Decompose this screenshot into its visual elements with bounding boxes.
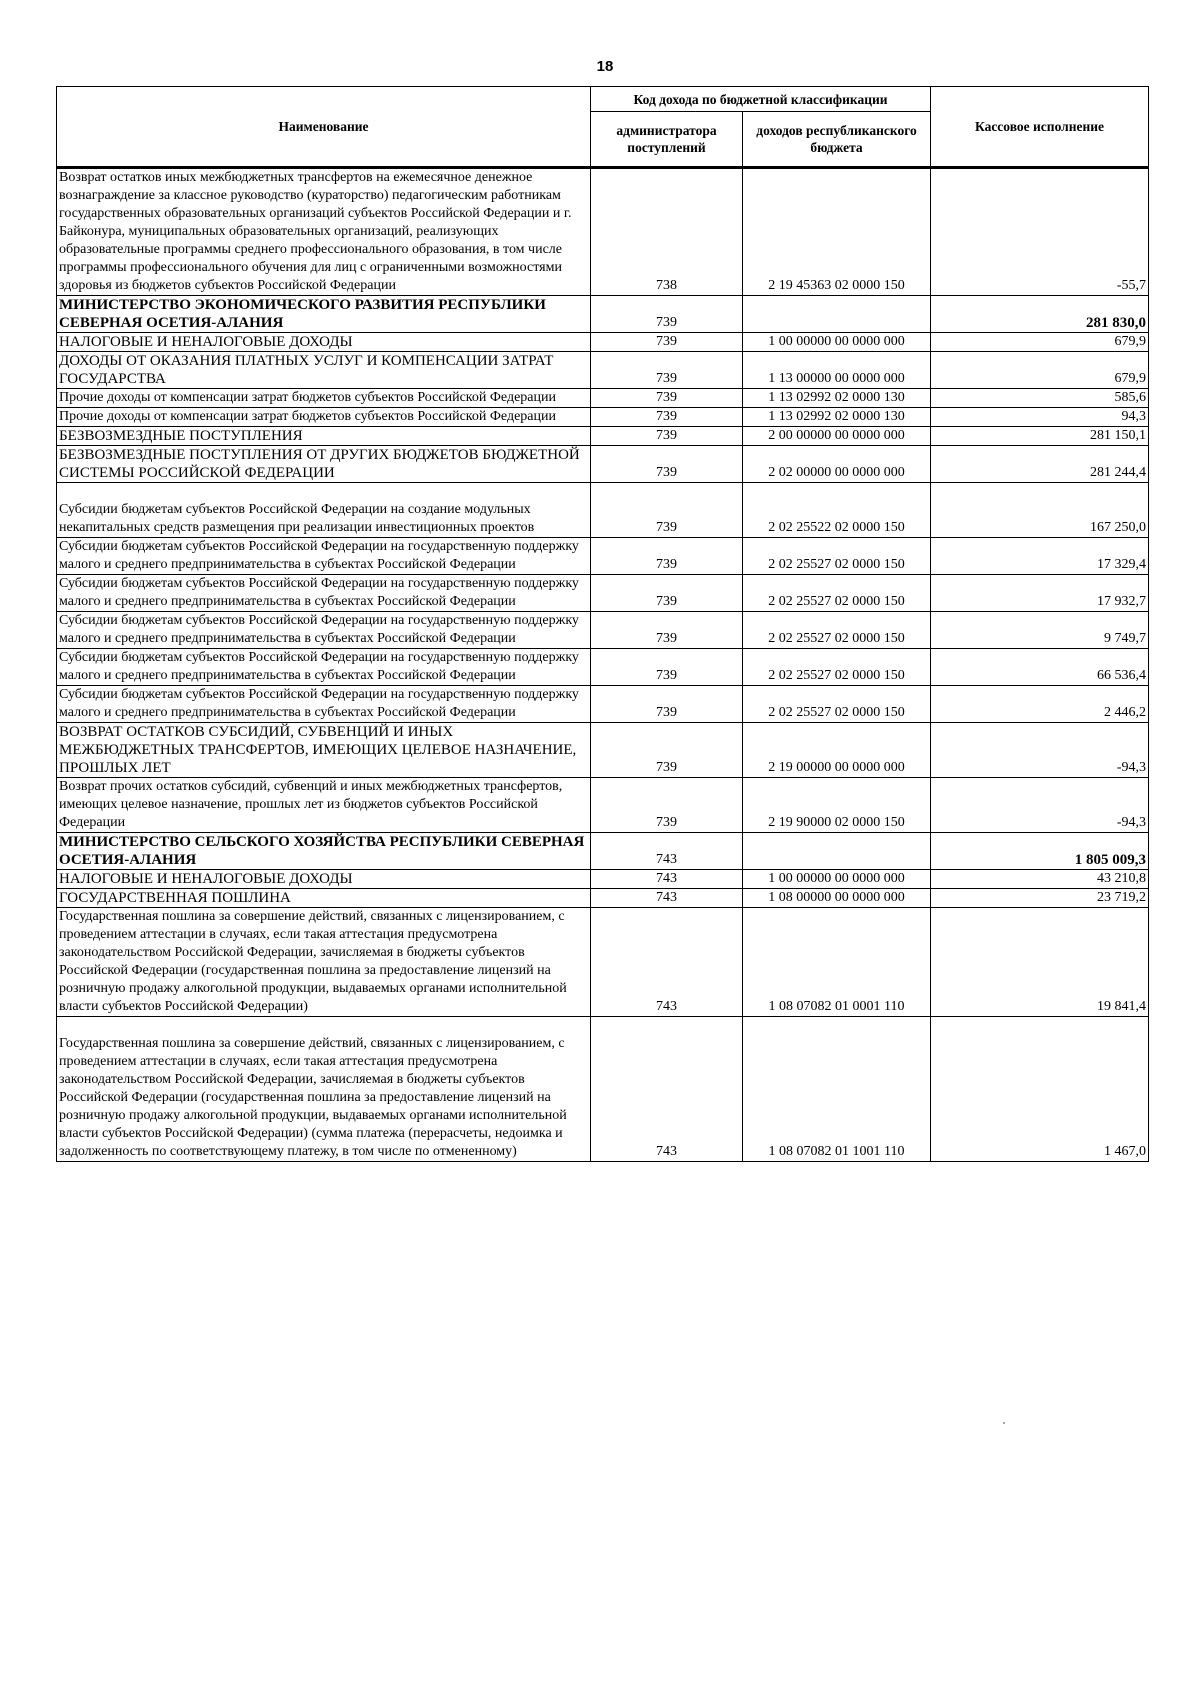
row-revenue-code: 2 02 25527 02 0000 150 [743,649,931,686]
row-amount: 17 932,7 [931,575,1149,612]
row-admin-code: 739 [591,408,743,427]
row-revenue-code: 2 02 25527 02 0000 150 [743,686,931,723]
row-amount: 585,6 [931,389,1149,408]
row-amount: 281 830,0 [931,296,1149,333]
table-row [57,352,1149,389]
table-row [57,333,1149,352]
table-row [57,870,1149,889]
row-name: Возврат остатков иных межбюджетных трансфертов на ежемесячное денежное вознаграждение за классное руководство (кураторство) педагогическим работникам государственных образовательных организаций субъектов Российской Федерации и г. Байконура, муниципальных образовательных организаций, реализующих образовательные программы среднего профессионального образования, в том числе программы профессионального обучения для лиц с ограниченными возможностями здоровья из бюджетов субъектов Российской Федерации [57,168,591,296]
table-row [57,723,1149,778]
row-revenue-code: 1 00 00000 00 0000 000 [743,870,931,889]
row-name: НАЛОГОВЫЕ И НЕНАЛОГОВЫЕ ДОХОДЫ [57,333,591,352]
row-amount: 1 467,0 [931,1017,1149,1162]
row-name: ГОСУДАРСТВЕННАЯ ПОШЛИНА [57,889,591,908]
row-revenue-code: 1 00 00000 00 0000 000 [743,333,931,352]
row-revenue-code: 1 13 02992 02 0000 130 [743,408,931,427]
table-row [57,778,1149,833]
row-name: БЕЗВОЗМЕЗДНЫЕ ПОСТУПЛЕНИЯ ОТ ДРУГИХ БЮДЖЕТОВ БЮДЖЕТНОЙ СИСТЕМЫ РОССИЙСКОЙ ФЕДЕРАЦИИ [57,446,591,483]
row-amount: 1 805 009,3 [931,833,1149,870]
row-name: Субсидии бюджетам субъектов Российской Федерации на государственную поддержку малого и среднего предпринимательства в субъектах Российской Федерации [57,538,591,575]
table-row [57,446,1149,483]
row-name: Государственная пошлина за совершение действий, связанных с лицензированием, с проведением аттестации в случаях, если такая аттестация предусмотрена законодательством Российской Федерации, зачисляемая в бюджеты субъектов Российской Федерации (государственная пошлина за предоставление лицензий на розничную продажу алкогольной продукции, выдаваемых органами исполнительной власти субъектов Российской Федерации) [57,908,591,1017]
table-row [57,408,1149,427]
row-revenue-code: 2 02 25522 02 0000 150 [743,483,931,538]
row-revenue-code: 1 13 02992 02 0000 130 [743,389,931,408]
row-name: МИНИСТЕРСТВО СЕЛЬСКОГО ХОЗЯЙСТВА РЕСПУБЛИКИ СЕВЕРНАЯ ОСЕТИЯ-АЛАНИЯ [57,833,591,870]
row-admin-code: 739 [591,389,743,408]
row-name: НАЛОГОВЫЕ И НЕНАЛОГОВЫЕ ДОХОДЫ [57,870,591,889]
row-name: БЕЗВОЗМЕЗДНЫЕ ПОСТУПЛЕНИЯ [57,427,591,446]
column-header-code-group: Код дохода по бюджетной классификации [591,87,931,112]
row-revenue-code [743,296,931,333]
row-admin-code: 739 [591,538,743,575]
column-header-admin: администратора поступлений [591,112,743,168]
row-amount: -94,3 [931,778,1149,833]
row-revenue-code: 1 08 00000 00 0000 000 [743,889,931,908]
row-amount: 679,9 [931,352,1149,389]
row-admin-code: 743 [591,1017,743,1162]
row-revenue-code: 2 02 25527 02 0000 150 [743,575,931,612]
row-amount: 94,3 [931,408,1149,427]
row-name: Возврат прочих остатков субсидий, субвенций и иных межбюджетных трансфертов, имеющих целевое назначение, прошлых лет из бюджетов субъектов Российской Федерации [57,778,591,833]
table-row [57,389,1149,408]
table-row [57,538,1149,575]
table-body [57,168,1149,1162]
row-name: Субсидии бюджетам субъектов Российской Федерации на государственную поддержку малого и среднего предпринимательства в субъектах Российской Федерации [57,649,591,686]
page-number: 18 [596,58,614,75]
row-revenue-code: 2 19 45363 02 0000 150 [743,168,931,296]
table-row [57,908,1149,1017]
row-admin-code: 739 [591,612,743,649]
table-row [57,612,1149,649]
row-name: ДОХОДЫ ОТ ОКАЗАНИЯ ПЛАТНЫХ УСЛУГ И КОМПЕНСАЦИИ ЗАТРАТ ГОСУДАРСТВА [57,352,591,389]
row-amount: -94,3 [931,723,1149,778]
row-admin-code: 743 [591,833,743,870]
row-amount: 66 536,4 [931,649,1149,686]
table-row [57,649,1149,686]
row-revenue-code [743,833,931,870]
row-admin-code: 738 [591,168,743,296]
row-admin-code: 743 [591,889,743,908]
row-amount: 2 446,2 [931,686,1149,723]
row-admin-code: 739 [591,483,743,538]
row-admin-code: 739 [591,427,743,446]
budget-revenue-table [56,86,1149,1162]
row-amount: 19 841,4 [931,908,1149,1017]
column-header-name: Наименование [57,87,591,168]
row-admin-code: 739 [591,723,743,778]
row-name: Субсидии бюджетам субъектов Российской Федерации на государственную поддержку малого и среднего предпринимательства в субъектах Российской Федерации [57,612,591,649]
row-amount: 281 244,4 [931,446,1149,483]
row-amount: 281 150,1 [931,427,1149,446]
table-row [57,833,1149,870]
table-header [57,87,1149,168]
row-revenue-code: 1 08 07082 01 1001 110 [743,1017,931,1162]
table-row [57,483,1149,538]
row-amount: 167 250,0 [931,483,1149,538]
row-name: Прочие доходы от компенсации затрат бюджетов субъектов Российской Федерации [57,389,591,408]
scan-artifact [1003,1422,1005,1424]
row-revenue-code: 1 13 00000 00 0000 000 [743,352,931,389]
row-amount: -55,7 [931,168,1149,296]
row-revenue-code: 2 00 00000 00 0000 000 [743,427,931,446]
row-admin-code: 739 [591,446,743,483]
row-admin-code: 739 [591,333,743,352]
row-name: Прочие доходы от компенсации затрат бюджетов субъектов Российской Федерации [57,408,591,427]
table-row [57,889,1149,908]
column-header-cash: Кассовое исполнение [931,87,1149,168]
row-name: Субсидии бюджетам субъектов Российской Федерации на государственную поддержку малого и среднего предпринимательства в субъектах Российской Федерации [57,686,591,723]
row-revenue-code: 2 02 25527 02 0000 150 [743,538,931,575]
table-row [57,296,1149,333]
row-amount: 43 210,8 [931,870,1149,889]
row-revenue-code: 2 02 25527 02 0000 150 [743,612,931,649]
row-revenue-code: 2 02 00000 00 0000 000 [743,446,931,483]
row-revenue-code: 1 08 07082 01 0001 110 [743,908,931,1017]
row-name: МИНИСТЕРСТВО ЭКОНОМИЧЕСКОГО РАЗВИТИЯ РЕСПУБЛИКИ СЕВЕРНАЯ ОСЕТИЯ-АЛАНИЯ [57,296,591,333]
row-admin-code: 739 [591,649,743,686]
row-amount: 679,9 [931,333,1149,352]
row-admin-code: 739 [591,575,743,612]
table-row [57,427,1149,446]
row-admin-code: 743 [591,908,743,1017]
row-admin-code: 739 [591,778,743,833]
table-row [57,168,1149,296]
table-row [57,1017,1149,1162]
table-row [57,686,1149,723]
row-name: Субсидии бюджетам субъектов Российской Федерации на создание модульных некапитальных средств размещения при реализации инвестиционных проектов [57,483,591,538]
column-header-revenue: доходов республиканского бюджета [743,112,931,168]
row-admin-code: 739 [591,296,743,333]
row-amount: 23 719,2 [931,889,1149,908]
row-name: ВОЗВРАТ ОСТАТКОВ СУБСИДИЙ, СУБВЕНЦИЙ И ИНЫХ МЕЖБЮДЖЕТНЫХ ТРАНСФЕРТОВ, ИМЕЮЩИХ ЦЕЛЕВОЕ НАЗНАЧЕНИЕ, ПРОШЛЫХ ЛЕТ [57,723,591,778]
row-revenue-code: 2 19 00000 00 0000 000 [743,723,931,778]
row-amount: 9 749,7 [931,612,1149,649]
row-name: Государственная пошлина за совершение действий, связанных с лицензированием, с проведением аттестации в случаях, если такая аттестация предусмотрена законодательством Российской Федерации, зачисляемая в бюджеты субъектов Российской Федерации (государственная пошлина за предоставление лицензий на розничную продажу алкогольной продукции, выдаваемых органами исполнительной власти субъектов Российской Федерации) (сумма платежа (перерасчеты, недоимка и задолженность по соответствующему платежу, в том числе по отмененному) [57,1017,591,1162]
row-revenue-code: 2 19 90000 02 0000 150 [743,778,931,833]
row-admin-code: 739 [591,686,743,723]
row-amount: 17 329,4 [931,538,1149,575]
row-admin-code: 739 [591,352,743,389]
row-name: Субсидии бюджетам субъектов Российской Федерации на государственную поддержку малого и среднего предпринимательства в субъектах Российской Федерации [57,575,591,612]
table-row [57,575,1149,612]
row-admin-code: 743 [591,870,743,889]
